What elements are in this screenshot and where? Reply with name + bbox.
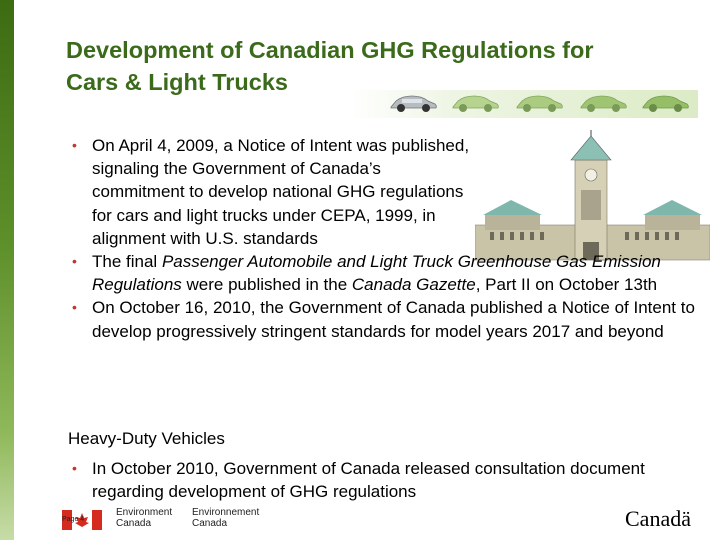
car-icon xyxy=(388,92,438,114)
footer-text: Environment xyxy=(116,507,173,518)
bullet-icon: • xyxy=(72,253,77,270)
bullet-icon: • xyxy=(72,299,77,316)
environment-canada-en xyxy=(116,507,172,529)
bullet-text-mid: were published in the xyxy=(181,275,352,295)
list-item xyxy=(72,134,477,250)
list-item xyxy=(72,457,672,503)
bullet-text-post: , Part II on October 13th xyxy=(475,275,658,295)
left-accent-bar xyxy=(0,0,14,540)
car-icon xyxy=(450,92,500,114)
regulation-title: Passenger Automobile and Light Truck Greenhouse Gas Emission Regulations xyxy=(92,252,661,295)
page-number: Page 4 xyxy=(62,516,85,523)
canada-wordmark: Canadä xyxy=(625,506,691,531)
bullet-text-pre: The final xyxy=(92,252,162,272)
list-item xyxy=(72,296,712,342)
heavy-duty-heading: Heavy-Duty Vehicles xyxy=(68,429,225,448)
footer-text: Canada xyxy=(116,518,152,529)
heavy-duty-bullet-list xyxy=(72,457,672,503)
car-icon xyxy=(640,92,690,114)
car-icon xyxy=(514,92,564,114)
title-line-1: Development of Canadian GHG Regulations for xyxy=(66,37,594,63)
footer-text: Environnement xyxy=(192,507,260,518)
car-icon xyxy=(578,92,628,114)
list-item xyxy=(72,250,712,296)
title-line-2: Cars & Light Trucks xyxy=(66,69,288,95)
footer-text: Canada xyxy=(192,518,228,529)
environment-canada-fr xyxy=(192,507,259,529)
publication-title: Canada Gazette xyxy=(351,275,476,295)
bullet-text: On April 4, 2009, a Notice of Intent was published, signaling the Government of Canada’s commitment to develop national GHG regulations for cars and light trucks under CEPA, 1999, in alignment with U.S. standards xyxy=(92,136,470,248)
bullet-text: In October 2010, Government of Canada released consultation document regarding development of GHG regulations xyxy=(92,459,645,502)
bullet-icon: • xyxy=(72,460,77,476)
main-bullet-list xyxy=(72,134,712,343)
bullet-text: On October 16, 2010, the Government of Canada published a Notice of Intent to develop progressively stringent standards for model years 2017 and beyond xyxy=(92,298,695,341)
slide-title xyxy=(66,34,706,98)
bullet-icon: • xyxy=(72,137,77,153)
